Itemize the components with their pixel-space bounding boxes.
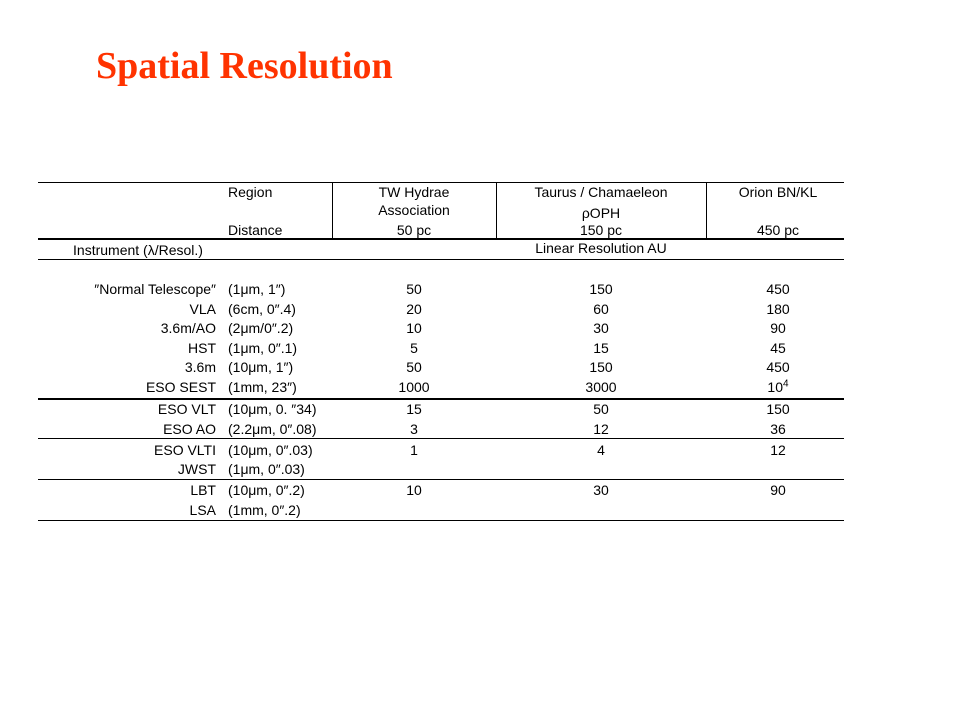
value-taurus: 30 <box>593 320 609 336</box>
value-taurus: 15 <box>593 340 609 356</box>
value-orion-base: 10 <box>767 379 783 395</box>
table-bottom-rule <box>38 520 844 521</box>
instrument-name: 3.6m <box>184 359 216 375</box>
instrument-spec: (1μm, 0″.03) <box>228 461 305 477</box>
instrument-name: ESO VLT <box>157 401 216 417</box>
linear-resolution-label: Linear Resolution AU <box>535 240 667 256</box>
instrument-name: VLA <box>189 301 216 317</box>
instrument-name: 3.6m/AO <box>160 320 216 336</box>
instrument-spec: (2μm/0″.2) <box>228 320 294 336</box>
instrument-spec: (10μm, 0″.2) <box>228 482 305 498</box>
instrument-spec: (10μm, 0″.03) <box>228 442 313 458</box>
value-tw-hydrae: 20 <box>406 301 422 317</box>
value-orion: 180 <box>766 301 790 317</box>
value-tw-hydrae: 50 <box>406 359 422 375</box>
instrument-label: Instrument (λ/Resol.) <box>73 242 203 258</box>
region-label: Region <box>228 184 273 200</box>
value-taurus: 30 <box>593 482 609 498</box>
value-tw-hydrae: 15 <box>406 401 422 417</box>
instrument-name: ESO VLTI <box>154 442 216 458</box>
value-taurus: 12 <box>593 421 609 437</box>
value-orion <box>710 377 846 397</box>
distance-taurus: 150 pc <box>579 222 623 238</box>
value-orion: 450 <box>766 359 790 375</box>
value-taurus: 150 <box>589 281 613 297</box>
region-tw-hydrae-line1: TW Hydrae <box>378 184 450 200</box>
value-taurus: 150 <box>589 359 613 375</box>
value-tw-hydrae <box>332 459 496 479</box>
value-orion: 150 <box>766 401 790 417</box>
instrument-name: ESO AO <box>163 421 216 437</box>
instrument-spec: (2.2μm, 0″.08) <box>228 421 317 437</box>
value-taurus: 4 <box>597 442 605 458</box>
slide-title: Spatial Resolution <box>96 45 393 87</box>
region-orion: Orion BN/KL <box>738 184 818 200</box>
instrument-spec: (6cm, 0″.4) <box>228 301 296 317</box>
instrument-name: ″Normal Telescope″ <box>94 281 216 297</box>
instrument-name: LSA <box>189 502 216 518</box>
value-orion: 45 <box>770 340 786 356</box>
value-taurus: 50 <box>593 401 609 417</box>
distance-tw-hydrae: 50 pc <box>396 222 432 238</box>
instrument-spec: (10μm, 1″) <box>228 359 294 375</box>
value-taurus <box>496 459 706 479</box>
instrument-name: JWST <box>177 461 216 477</box>
value-tw-hydrae: 1000 <box>398 379 430 395</box>
value-tw-hydrae: 1 <box>410 442 418 458</box>
distance-label: Distance <box>228 222 283 238</box>
value-tw-hydrae: 50 <box>406 281 422 297</box>
instrument-spec: (10μm, 0. ″34) <box>228 401 317 417</box>
region-taurus-line2: ρOPH <box>581 205 621 221</box>
region-tw-hydrae-line2: Association <box>378 202 450 218</box>
value-taurus: 60 <box>593 301 609 317</box>
value-orion-exponent: 4 <box>783 378 789 390</box>
instrument-name: HST <box>188 340 216 356</box>
value-orion: 36 <box>770 421 786 437</box>
value-tw-hydrae <box>332 500 496 520</box>
column-rule-3 <box>706 183 707 239</box>
value-tw-hydrae: 10 <box>406 320 422 336</box>
value-orion: 450 <box>766 281 790 297</box>
value-taurus <box>496 500 706 520</box>
instrument-name: LBT <box>190 482 216 498</box>
value-orion: 12 <box>770 442 786 458</box>
instrument-spec: (1mm, 0″.2) <box>228 502 301 518</box>
instrument-spec: (1μm, 0″.1) <box>228 340 298 356</box>
instrument-spec: (1μm, 1″) <box>228 281 286 297</box>
value-orion: 90 <box>770 482 786 498</box>
value-tw-hydrae: 3 <box>410 421 418 437</box>
distance-orion: 450 pc <box>756 222 800 238</box>
value-tw-hydrae: 5 <box>410 340 418 356</box>
value-taurus: 3000 <box>585 379 617 395</box>
instrument-spec: (1mm, 23″) <box>228 379 297 395</box>
value-orion <box>710 459 846 479</box>
instrument-name: ESO SEST <box>145 379 216 395</box>
value-orion <box>710 500 846 520</box>
value-orion: 90 <box>770 320 786 336</box>
region-taurus-line1: Taurus / Chamaeleon <box>534 184 668 200</box>
value-tw-hydrae: 10 <box>406 482 422 498</box>
